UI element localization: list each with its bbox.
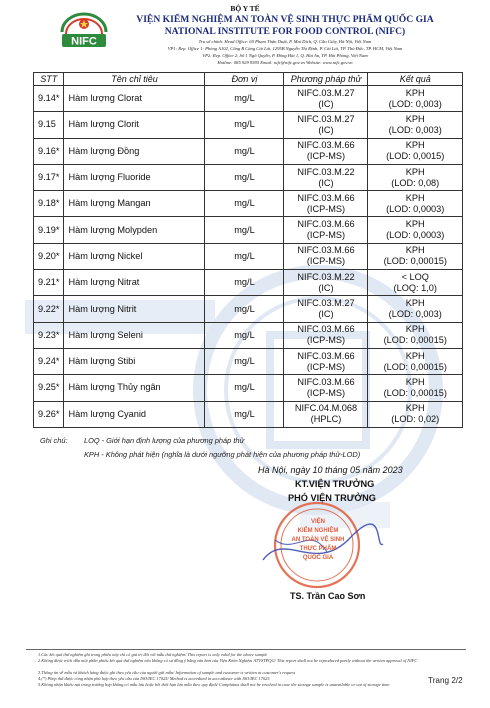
row-result-text: KPH <box>405 324 425 335</box>
address-line: Trụ sở chính: Head Office: 65 Phạm Thận Duật, P. Mai Dịch, Q. Cầu Giấy, Hà Nội, Việt Nam <box>198 39 372 44</box>
row-stt <box>34 138 64 164</box>
footer-note: 4.(*) Phép thử được công nhận phù hợp theo yêu cầu của ISO/IEC 17025/ Method is accredited in accordance with ISO/IEC 17025 <box>38 676 270 681</box>
row-test-method-text: NIFC.03.M.22 <box>297 166 355 177</box>
row-unit <box>205 217 284 243</box>
row-parameter-name <box>64 296 205 322</box>
row-test-method-text: NIFC.03.M.66 <box>297 192 355 203</box>
table-row <box>34 296 463 322</box>
row-result-text: (LOD: 0,003) <box>388 124 442 135</box>
row-result-text: (LOQ: 1,0) <box>393 282 437 293</box>
row-result <box>368 296 463 322</box>
row-unit <box>205 243 284 269</box>
row-result <box>368 270 463 296</box>
column-header-unit: Đơn vị <box>205 73 284 86</box>
row-stt-text: 9.23* <box>38 329 60 340</box>
row-result-text: KPH <box>405 192 425 203</box>
row-result-text: (LOD: 0,0003) <box>386 203 445 214</box>
row-unit <box>205 375 284 401</box>
row-stt <box>34 322 64 348</box>
row-parameter-name <box>64 217 205 243</box>
row-parameter-name-text: Hàm lượng Thủy ngân <box>68 382 161 393</box>
row-unit-text: mg/L <box>234 119 255 130</box>
row-result-text: (LOD: 0,00015) <box>383 361 447 372</box>
row-stt-text: 9.14* <box>38 93 60 104</box>
row-test-method <box>284 112 368 138</box>
row-unit-text: mg/L <box>234 224 255 235</box>
row-unit <box>205 112 284 138</box>
row-test-method <box>284 348 368 374</box>
table-row <box>34 138 463 164</box>
row-test-method-text: NIFC.03.M.27 <box>297 87 355 98</box>
row-unit-text: mg/L <box>234 303 255 314</box>
row-stt-text: 9.18* <box>38 198 60 209</box>
row-unit <box>205 322 284 348</box>
row-result <box>368 348 463 374</box>
row-unit <box>205 164 284 190</box>
row-result <box>368 86 463 112</box>
row-test-method-text: NIFC.03.M.22 <box>297 271 355 282</box>
footer-note: 1.Các kết quả thử nghiệm ghi trong phiếu này chỉ có giá trị đối với mẫu thử nghiệm/ This report is only valid for the above sample <box>38 652 268 657</box>
row-unit-text: mg/L <box>234 382 255 393</box>
row-test-method-text: (ICP-MS) <box>306 256 346 267</box>
row-test-method-text: (HPLC) <box>310 414 342 425</box>
table-row <box>34 375 463 401</box>
row-test-method-text: NIFC.04.M.068 <box>294 403 358 414</box>
row-result <box>368 164 463 190</box>
row-test-method <box>284 375 368 401</box>
row-result-text: KPH <box>405 245 425 256</box>
row-unit <box>205 296 284 322</box>
address-line: Hotline: 085 929 9595 Email: nifc@nifc.gov.vn Website: www.nifc.gov.vn <box>217 60 353 65</box>
row-stt-text: 9.22* <box>38 303 60 314</box>
row-parameter-name-text: Hàm lượng Stibi <box>68 356 136 367</box>
row-parameter-name <box>64 270 205 296</box>
results-table <box>33 72 463 428</box>
row-result-text: < LOQ <box>401 271 429 282</box>
row-stt-text: 9.24* <box>38 356 60 367</box>
row-result <box>368 112 463 138</box>
row-test-method <box>284 296 368 322</box>
row-unit-text: mg/L <box>234 356 255 367</box>
row-test-method <box>284 138 368 164</box>
row-test-method-text: NIFC.03.M.66 <box>297 324 355 335</box>
row-stt <box>34 375 64 401</box>
row-stt-text: 9.20* <box>38 250 60 261</box>
nifc-logo <box>56 10 112 52</box>
address-line: VP2: Rep. Office 2: Số 1 Ngô Quyền, P. Đông Hải 1, Q. Hải An, TP. Hải Phòng, Việt Nam <box>202 53 368 58</box>
row-parameter-name-text: Hàm lượng Clorit <box>68 119 139 130</box>
row-unit-text: mg/L <box>234 93 255 104</box>
row-result-text: KPH <box>405 113 425 124</box>
row-parameter-name-text: Hàm lượng Nitrit <box>68 303 137 314</box>
row-result-text: KPH <box>405 219 425 230</box>
row-result-text: KPH <box>405 376 425 387</box>
row-test-method <box>284 86 368 112</box>
row-parameter-name <box>64 401 205 427</box>
row-parameter-name <box>64 322 205 348</box>
row-test-method-text: (ICP-MS) <box>306 230 346 241</box>
table-header-row <box>34 73 463 86</box>
row-stt <box>34 217 64 243</box>
row-unit-text: mg/L <box>234 329 255 340</box>
row-test-method-text: NIFC.03.M.66 <box>297 376 355 387</box>
row-parameter-name <box>64 191 205 217</box>
table-row <box>34 191 463 217</box>
issue-date: Hà Nội, ngày 10 tháng 05 năm 2023 <box>258 465 403 475</box>
table-row <box>34 86 463 112</box>
row-result-text: (LOD: 0,003) <box>388 98 442 109</box>
row-parameter-name-text: Hàm lượng Đồng <box>68 145 140 156</box>
institute-name-vn: VIỆN KIỂM NGHIỆM AN TOÀN VỆ SINH THỰC PHẨM QUỐC GIA <box>136 14 434 25</box>
row-parameter-name <box>64 112 205 138</box>
row-result <box>368 401 463 427</box>
row-stt-text: 9.17* <box>38 172 60 183</box>
row-unit-text: mg/L <box>234 277 255 288</box>
row-stt-text: 9.26* <box>38 408 60 419</box>
row-unit-text: mg/L <box>234 172 255 183</box>
row-unit <box>205 348 284 374</box>
row-stt <box>34 86 64 112</box>
row-test-method-text: NIFC.03.M.66 <box>297 140 355 151</box>
row-parameter-name-text: Hàm lượng Mangan <box>68 198 151 209</box>
column-header-stt: STT <box>34 73 64 86</box>
table-row <box>34 270 463 296</box>
row-test-method <box>284 243 368 269</box>
row-stt <box>34 164 64 190</box>
column-header-method: Phương pháp thử <box>284 73 368 86</box>
stamp-line: AN TOÀN VỆ SINH <box>291 537 345 543</box>
row-unit <box>205 138 284 164</box>
row-test-method-text: NIFC.03.M.66 <box>297 350 355 361</box>
column-header-result: Kết quả <box>368 73 463 86</box>
row-result-text: (LOD: 0,02) <box>391 414 440 425</box>
row-result-text: (LOD: 0,0003) <box>386 230 445 241</box>
footer-note: 2.Không được trích dẫn một phần phiếu kết quả thử nghiệm nếu không có sự đồng ý bằng văn bản của Viện Kiểm Nghiệm ATVSTPQG/ This report shall not be reproduced partly without the written approval of NIFC <box>38 658 418 663</box>
row-test-method-text: (IC) <box>318 98 334 109</box>
row-unit-text: mg/L <box>234 250 255 261</box>
stamp-line: VIỆN <box>310 519 325 525</box>
row-test-method-text: (IC) <box>318 177 334 188</box>
row-test-method-text: (ICP-MS) <box>306 203 346 214</box>
row-stt <box>34 191 64 217</box>
row-test-method-text: (ICP-MS) <box>306 151 346 162</box>
signer-name: TS. Trần Cao Sơn <box>290 591 366 601</box>
row-result-text: (LOD: 0,0015) <box>386 151 445 162</box>
row-parameter-name <box>64 348 205 374</box>
row-result-text: KPH <box>405 350 425 361</box>
row-parameter-name-text: Hàm lượng Nitrat <box>68 277 140 288</box>
row-stt <box>34 112 64 138</box>
letterhead <box>0 4 490 68</box>
row-test-method <box>284 191 368 217</box>
row-parameter-name <box>64 243 205 269</box>
row-parameter-name-text: Hàm lượng Clorat <box>68 93 142 104</box>
row-test-method-text: (IC) <box>318 124 334 135</box>
institute-name-en: NATIONAL INSTITUTE FOR FOOD CONTROL (NIFC) <box>164 26 406 37</box>
footer-note: 3.Thông tin về mẫu và khách hàng được ghi theo yêu cầu của người gửi mẫu/ Information of sample and customer is written at customer's request <box>38 670 296 675</box>
row-parameter-name-text: Hàm lượng Molypden <box>68 224 158 235</box>
row-stt-text: 9.25* <box>38 382 60 393</box>
row-stt-text: 9.16* <box>38 145 60 156</box>
table-row <box>34 112 463 138</box>
row-parameter-name-text: Hàm lượng Seleni <box>68 329 143 340</box>
row-test-method <box>284 322 368 348</box>
row-unit-text: mg/L <box>234 408 255 419</box>
row-parameter-name-text: Hàm lượng Cyanid <box>68 408 147 419</box>
table-row <box>34 322 463 348</box>
row-stt <box>34 348 64 374</box>
stamp-line: QUỐC GIA <box>302 555 334 561</box>
row-result <box>368 375 463 401</box>
row-result-text: KPH <box>405 298 425 309</box>
row-parameter-name <box>64 375 205 401</box>
row-result-text: KPH <box>405 403 425 414</box>
signer-title-2: PHÓ VIỆN TRƯỞNG <box>288 493 376 503</box>
row-unit <box>205 401 284 427</box>
row-result-text: (LOD: 0,00015) <box>383 335 447 346</box>
row-stt <box>34 270 64 296</box>
logo-text: NIFC <box>71 35 97 48</box>
note-loq: LOQ - Giới hạn định lượng của phương pháp thử <box>84 436 245 445</box>
row-test-method <box>284 164 368 190</box>
ministry-name: BỘ Y TẾ <box>230 4 260 13</box>
signer-title-1: KT.VIỆN TRƯỞNG <box>295 479 375 489</box>
row-stt-text: 9.19* <box>38 224 60 235</box>
row-result-text: (LOD: 0,00015) <box>383 256 447 267</box>
row-parameter-name-text: Hàm lượng Nickel <box>68 250 143 261</box>
row-stt <box>34 296 64 322</box>
address-line: VP1: Rep. Office 1: Phòng A102, Cống B Cảng Cát Lái, 1295B Nguyễn Thị Định, P. Cát Lái, TP. Thủ Đức, TP. HCM, Việt Nam <box>167 46 403 51</box>
row-test-method-text: (IC) <box>318 309 334 320</box>
row-result-text: (LOD: 0,08) <box>391 177 440 188</box>
stamp-line: THỰC PHẨM <box>299 546 337 552</box>
footer-divider <box>26 649 466 650</box>
row-test-method-text: (ICP-MS) <box>306 361 346 372</box>
row-parameter-name <box>64 86 205 112</box>
stamp-line: KIỂM NGHIỆM <box>297 528 339 534</box>
row-test-method-text: NIFC.03.M.66 <box>297 219 355 230</box>
row-stt-text: 9.21* <box>38 277 60 288</box>
row-result-text: KPH <box>405 140 425 151</box>
row-unit-text: mg/L <box>234 198 255 209</box>
row-result-text: KPH <box>405 166 425 177</box>
row-result-text: (LOD: 0,00015) <box>383 387 447 398</box>
table-row <box>34 401 463 427</box>
page-number: Trang 2/2 <box>428 676 463 685</box>
row-result <box>368 191 463 217</box>
table-row <box>34 348 463 374</box>
row-unit <box>205 191 284 217</box>
row-result <box>368 217 463 243</box>
table-row <box>34 243 463 269</box>
row-result <box>368 138 463 164</box>
row-test-method-text: NIFC.03.M.66 <box>297 245 355 256</box>
row-test-method-text: (ICP-MS) <box>306 335 346 346</box>
row-result <box>368 243 463 269</box>
row-test-method-text: NIFC.03.M.27 <box>297 113 355 124</box>
row-test-method-text: (IC) <box>318 282 334 293</box>
row-test-method <box>284 217 368 243</box>
notes-label: Ghi chú: <box>40 436 68 445</box>
row-result-text: KPH <box>405 87 425 98</box>
row-test-method-text: (ICP-MS) <box>306 387 346 398</box>
row-parameter-name <box>64 138 205 164</box>
row-stt-text: 9.15 <box>38 119 56 130</box>
row-unit-text: mg/L <box>234 145 255 156</box>
row-test-method <box>284 401 368 427</box>
note-kph: KPH - Không phát hiện (nghĩa là dưới ngưỡng phát hiện của phương pháp thử-LOD) <box>84 450 361 459</box>
row-result-text: (LOD: 0,003) <box>388 309 442 320</box>
row-stt <box>34 243 64 269</box>
row-test-method <box>284 270 368 296</box>
row-stt <box>34 401 64 427</box>
row-parameter-name <box>64 164 205 190</box>
row-unit <box>205 270 284 296</box>
table-row <box>34 164 463 190</box>
row-test-method-text: NIFC.03.M.27 <box>297 298 355 309</box>
table-row <box>34 217 463 243</box>
row-unit <box>205 86 284 112</box>
row-result <box>368 322 463 348</box>
column-header-name: Tên chỉ tiêu <box>64 73 205 86</box>
footer-note: 5.Không nhận khiếu nại trong trường hợp không có mẫu lưu hoặc hết thời hạn lưu mẫu theo quy định/ Complaints shall not be resolved in case the storage sample is unavailable or out of storage time. <box>38 682 391 687</box>
row-parameter-name-text: Hàm lượng Fluoride <box>68 172 151 183</box>
